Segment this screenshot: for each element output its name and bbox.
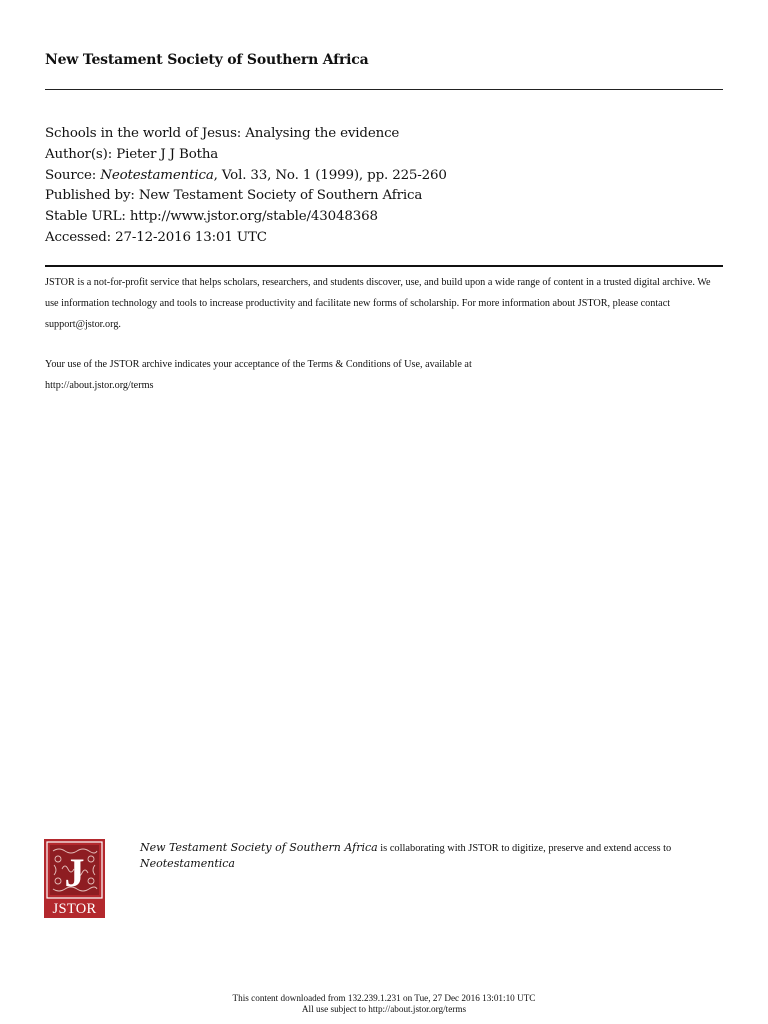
published-label: Published by: (45, 188, 135, 204)
notice-divider (45, 265, 723, 267)
jstor-about-notice: JSTOR is a not-for-profit service that helps scholars, researchers, and students discover, use, and build upon a wide range of content in a trusted digital archive. We use information technology and tools to increase productivity and facilitate new forms of scholarship. For more information about JSTOR, please contact support@jstor.org. (45, 277, 711, 330)
stable-url-line (45, 207, 447, 228)
published-value: New Testament Society of Southern Africa (138, 188, 423, 204)
source-line (45, 166, 447, 187)
header-divider (45, 89, 723, 90)
collab-journal: Neotestamentica (140, 857, 235, 870)
authors-label: Author(s): (45, 146, 113, 162)
authors-line (45, 145, 447, 166)
source-label: Source: (45, 167, 97, 183)
jstor-logo[interactable] (44, 839, 105, 918)
published-line (45, 186, 447, 207)
terms-link[interactable]: http://about.jstor.org/terms (45, 379, 154, 391)
accessed-value: 27-12-2016 13:01 UTC (115, 229, 267, 245)
footer-terms-line: All use subject to http://about.jstor.org/terms (301, 1004, 467, 1014)
collab-publisher: New Testament Society of Southern Africa (140, 841, 378, 854)
source-details: , Vol. 33, No. 1 (1999), pp. 225-260 (213, 167, 447, 183)
terms-notice (45, 355, 725, 397)
source-journal: Neotestamentica (100, 167, 214, 183)
collaboration-statement (140, 840, 700, 872)
article-title: Schools in the world of Jesus: Analysing the evidence (45, 126, 400, 141)
logo-text: JSTOR (52, 901, 97, 917)
stable-url-label: Stable URL: (45, 209, 126, 225)
accessed-line (45, 228, 447, 249)
authors-value: Pieter J J Botha (116, 146, 219, 162)
svg-text:J: J (64, 850, 85, 895)
accessed-label: Accessed: (45, 229, 111, 245)
publisher-title: New Testament Society of Southern Africa (45, 52, 369, 68)
terms-text: Your use of the JSTOR archive indicates your acceptance of the Terms & Conditions of Use, available at (45, 359, 472, 370)
download-footer (0, 993, 768, 1015)
citation-block (45, 124, 447, 249)
collab-text: is collaborating with JSTOR to digitize, preserve and extend access to (377, 843, 672, 854)
stable-url-link[interactable]: http://www.jstor.org/stable/43048368 (129, 209, 378, 225)
footer-download-line: This content downloaded from 132.239.1.231 on Tue, 27 Dec 2016 13:01:10 UTC (232, 993, 536, 1003)
